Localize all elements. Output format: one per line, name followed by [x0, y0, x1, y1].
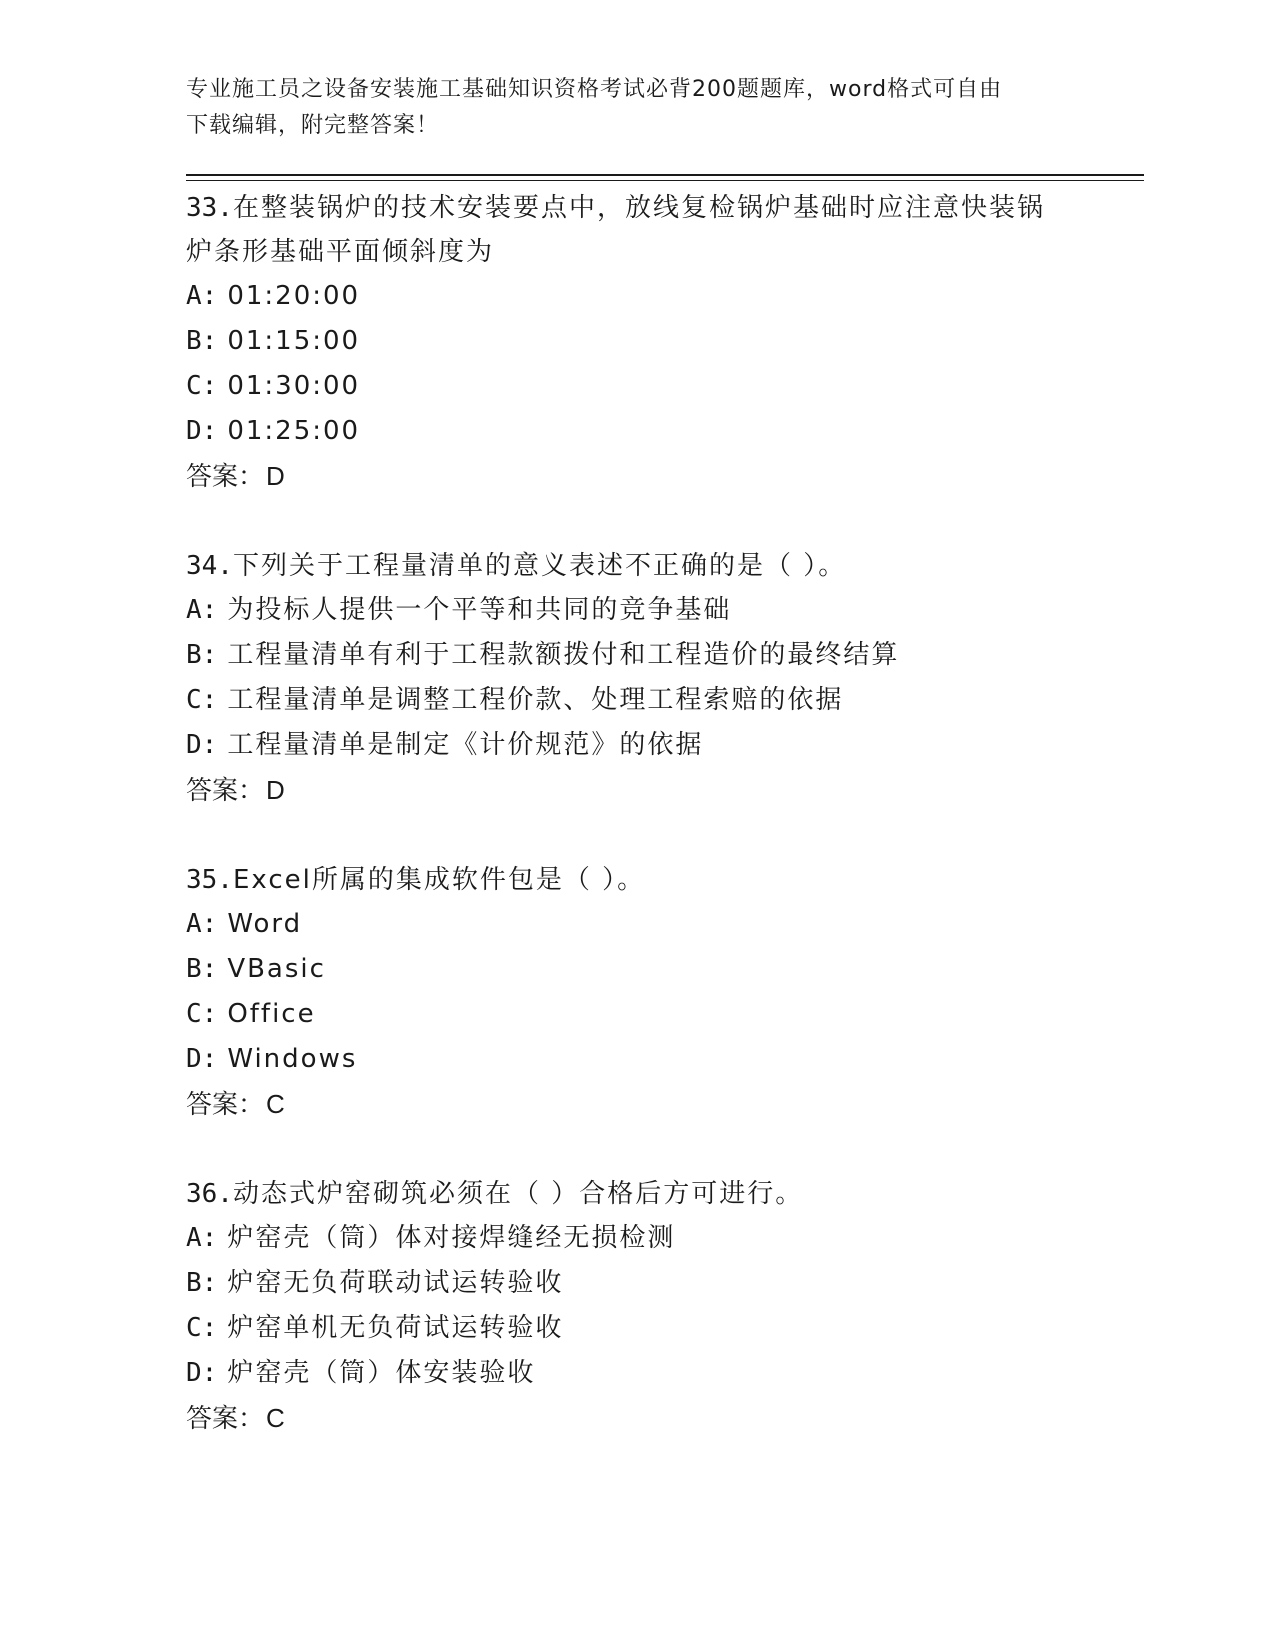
option-c: [186, 992, 1086, 1037]
option-text: Windows: [227, 1044, 358, 1074]
option-key: C:: [186, 371, 218, 401]
option-b: [186, 633, 1086, 678]
question-text-line-1: 在整装锅炉的技术安装要点中，放线复检锅炉基础时应注意快装锅: [232, 193, 1045, 223]
header-line-2: 下载编辑，附完整答案！: [186, 113, 440, 138]
header-divider-thin: [186, 180, 1144, 181]
option-text: 01:25:00: [227, 416, 361, 446]
option-key: D:: [186, 1358, 218, 1388]
answer-label: 答案：: [186, 1404, 265, 1434]
question-35: [186, 858, 1086, 1128]
option-key: A:: [186, 1223, 218, 1253]
option-key: A:: [186, 595, 218, 625]
question-list: [186, 186, 1086, 1486]
option-text: 工程量清单是制定《计价规范》的依据: [227, 730, 704, 760]
question-number: 34.: [186, 551, 233, 581]
option-b: [186, 319, 1086, 364]
answer-line: [186, 454, 1086, 500]
option-c: [186, 1306, 1086, 1351]
question-36: [186, 1172, 1086, 1442]
question-number: 36.: [186, 1179, 233, 1209]
option-text: 工程量清单是调整工程价款、处理工程索赔的依据: [227, 685, 844, 715]
option-key: D:: [186, 730, 218, 760]
option-key: A:: [186, 281, 218, 311]
option-d: [186, 723, 1086, 768]
answer-value: C: [266, 1089, 285, 1119]
answer-line: [186, 768, 1086, 814]
option-text: 炉窑壳（筒）体安装验收: [227, 1358, 536, 1388]
option-text: VBasic: [227, 954, 326, 984]
question-text: [186, 858, 1086, 902]
question-text-line-1: 动态式炉窑砌筑必须在（ ）合格后方可进行。: [232, 1179, 804, 1209]
option-a: [186, 1216, 1086, 1261]
option-text: 炉窑单机无负荷试运转验收: [227, 1313, 564, 1343]
question-text: [186, 544, 1086, 588]
option-key: C:: [186, 1313, 218, 1343]
option-key: B:: [186, 326, 218, 356]
option-text: 01:15:00: [227, 326, 361, 356]
option-text: Word: [227, 909, 303, 939]
option-a: [186, 588, 1086, 633]
document-header: [186, 72, 1066, 144]
option-key: A:: [186, 909, 218, 939]
option-b: [186, 947, 1086, 992]
option-a: [186, 902, 1086, 947]
option-key: D:: [186, 416, 218, 446]
option-key: C:: [186, 685, 218, 715]
answer-value: D: [266, 775, 285, 805]
option-text: 为投标人提供一个平等和共同的竞争基础: [227, 595, 732, 625]
header-divider-thick: [186, 174, 1144, 176]
header-line-1: 专业施工员之设备安装施工基础知识资格考试必背200题题库，word格式可自由: [186, 77, 1003, 102]
option-text: 炉窑壳（筒）体对接焊缝经无损检测: [227, 1223, 676, 1253]
option-d: [186, 1351, 1086, 1396]
answer-line: [186, 1396, 1086, 1442]
answer-value: D: [266, 461, 285, 491]
answer-label: 答案：: [186, 462, 265, 492]
option-text: 炉窑无负荷联动试运转验收: [227, 1268, 564, 1298]
question-text-line-2: 炉条形基础平面倾斜度为: [186, 237, 495, 267]
question-number: 35.: [186, 865, 233, 895]
option-key: B:: [186, 1268, 218, 1298]
answer-label: 答案：: [186, 1090, 265, 1120]
option-a: [186, 274, 1086, 319]
option-d: [186, 409, 1086, 454]
question-text: [186, 1172, 1086, 1216]
question-text-line-1: Excel所属的集成软件包是（ ）。: [232, 865, 646, 895]
option-key: C:: [186, 999, 218, 1029]
option-text: Office: [227, 999, 316, 1029]
question-number: 33.: [186, 193, 233, 223]
question-34: [186, 544, 1086, 814]
question-text-line-1: 下列关于工程量清单的意义表述不正确的是（ ）。: [232, 551, 847, 581]
option-text: 01:30:00: [227, 371, 361, 401]
answer-value: C: [266, 1403, 285, 1433]
option-c: [186, 364, 1086, 409]
option-text: 01:20:00: [227, 281, 361, 311]
answer-line: [186, 1082, 1086, 1128]
option-key: D:: [186, 1044, 218, 1074]
answer-label: 答案：: [186, 776, 265, 806]
option-text: 工程量清单有利于工程款额拨付和工程造价的最终结算: [227, 640, 900, 670]
option-d: [186, 1037, 1086, 1082]
option-b: [186, 1261, 1086, 1306]
question-text: [186, 186, 1086, 230]
question-33: [186, 186, 1086, 500]
option-c: [186, 678, 1086, 723]
option-key: B:: [186, 640, 218, 670]
option-key: B:: [186, 954, 218, 984]
